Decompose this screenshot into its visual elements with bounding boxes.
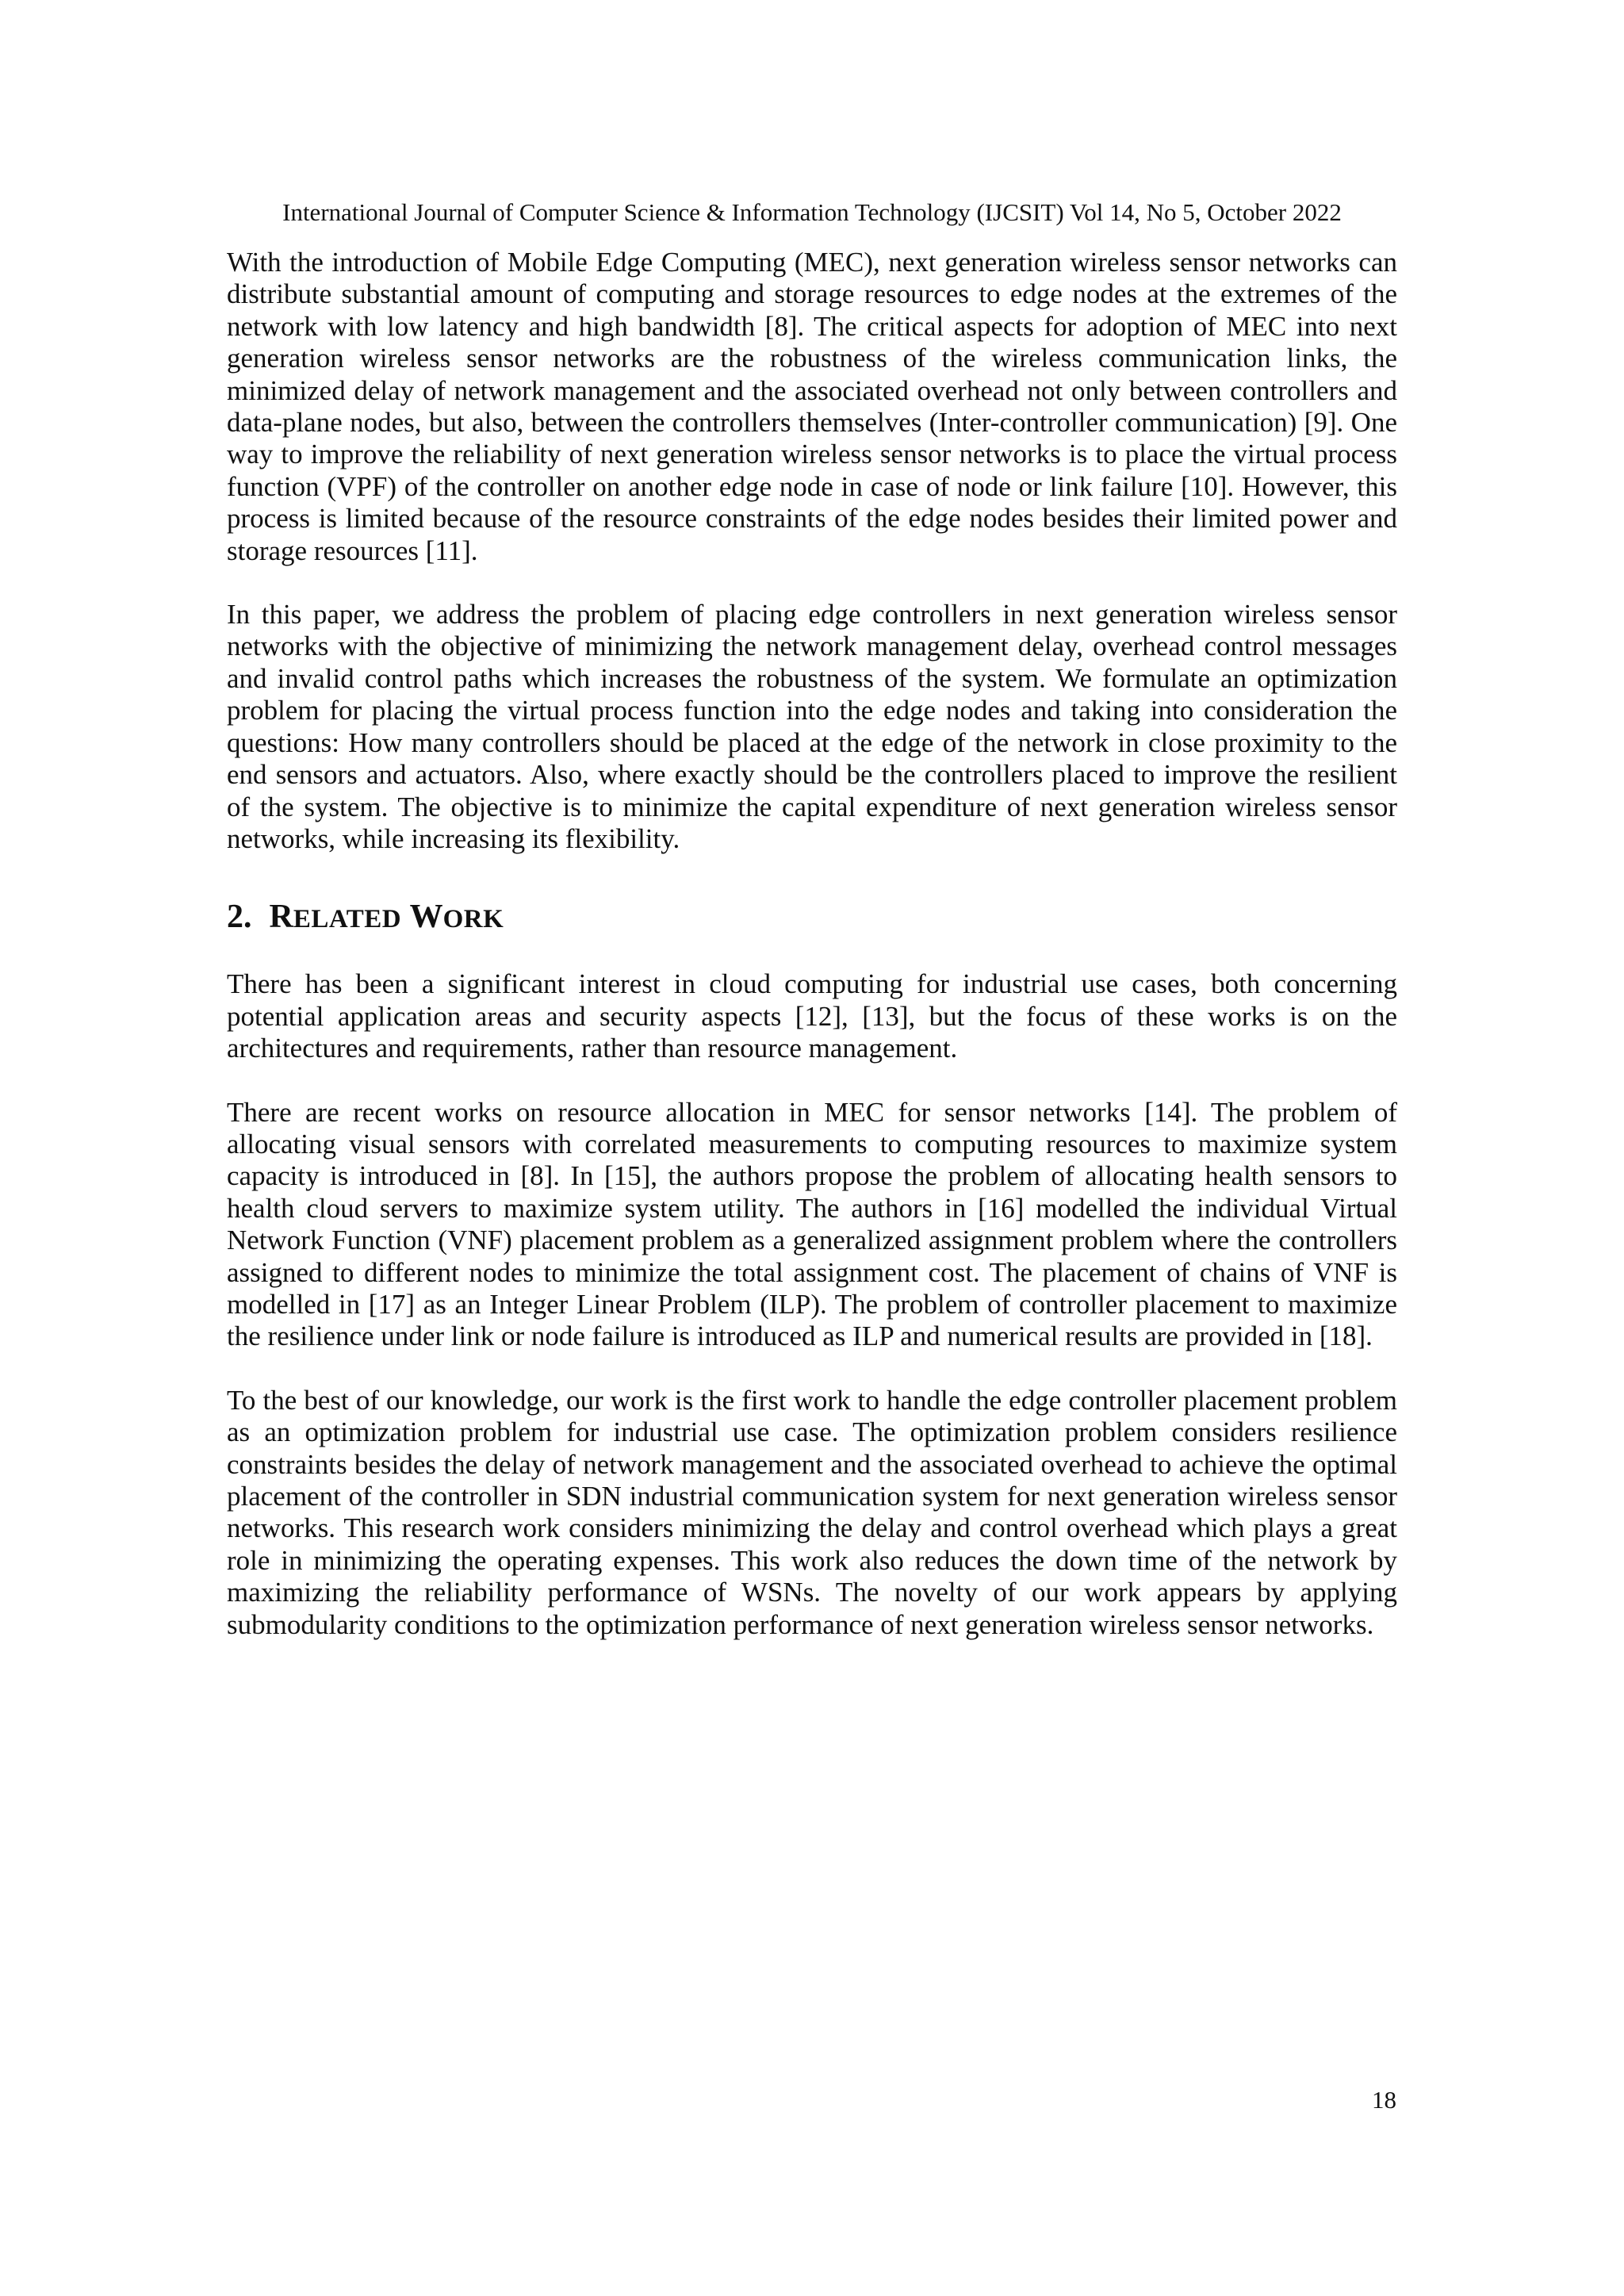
related-work-paragraph-3: To the best of our knowledge, our work is the first work to handle the edge controller placement problem as an optimization problem for industrial use case. The optimization problem considers resilience constraints besides the delay of network management and the associated overhead to achieve the optimal placement of the controller in SDN industrial communication system for next generation wireless sensor networks. This research work considers minimizing the delay and control overhead which plays a great role in minimizing the operating expenses. This work also reduces the down time of the network by maximizing the reliability performance of WSNs. The novelty of our work appears by applying submodularity conditions to the optimization performance of next generation wireless sensor networks. bbox=[227, 1384, 1397, 1640]
running-header: International Journal of Computer Science & Information Technology (IJCSIT) Vol 14, No 5, October 2022 bbox=[282, 198, 1342, 226]
related-work-paragraph-2: There are recent works on resource allocation in MEC for sensor networks [14]. The problem of allocating visual sensors with correlated measurements to computing resources to maximize system capacity is introduced in [8]. In [15], the authors propose the problem of allocating health sensors to health cloud servers to maximize system utility. The authors in [16] modelled the individual Virtual Network Function (VNF) placement problem as a generalized assignment problem where the controllers assigned to different nodes to minimize the total assignment cost. The placement of chains of VNF is modelled in [17] as an Integer Linear Problem (ILP). The problem of controller placement to maximize the resilience under link or node failure is introduced as ILP and numerical results are provided in [18]. bbox=[227, 1096, 1397, 1352]
section-title-cap-2: W bbox=[409, 899, 443, 936]
section-title-cap-1: R bbox=[269, 899, 293, 936]
page-number: 18 bbox=[1372, 2086, 1396, 2114]
intro-paragraph-1: With the introduction of Mobile Edge Computing (MEC), next generation wireless sensor networks can distribute substantial amount of computing and storage resources to edge nodes at the extremes of the network with low latency and high bandwidth [8]. The critical aspects for adoption of MEC into next generation wireless sensor networks are the robustness of the wireless communication links, the minimized delay of network management and the associated overhead not only between controllers and data-plane nodes, but also, between the controllers themselves (Inter-controller communication) [9]. One way to improve the reliability of next generation wireless sensor networks is to place the virtual process function (VPF) of the controller on another edge node in case of node or link failure [10]. However, this process is limited because of the resource constraints of the edge nodes besides their limited power and storage resources [11]. bbox=[227, 247, 1397, 566]
section-heading-related-work bbox=[227, 898, 1397, 938]
intro-paragraph-2: In this paper, we address the problem of placing edge controllers in next generation wireless sensor networks with the objective of minimizing the network management delay, overhead control messages and invalid control paths which increases the robustness of the system. We formulate an optimization problem for placing the virtual process function into the edge nodes and taking into consideration the questions: How many controllers should be placed at the edge of the network in close proximity to the end sensors and actuators. Also, where exactly should be the controllers placed to improve the resilient of the system. The objective is to minimize the capital expenditure of next generation wireless sensor networks, while increasing its flexibility. bbox=[227, 599, 1397, 854]
section-number: 2. bbox=[227, 899, 252, 936]
section-title-rest-1: ELATED bbox=[293, 905, 402, 934]
section-title-rest-2: ORK bbox=[442, 905, 504, 934]
body-text bbox=[227, 247, 1397, 1641]
related-work-paragraph-1: There has been a significant interest in cloud computing for industrial use cases, both concerning potential application areas and security aspects [12], [13], but the focus of these works is on the architectures and requirements, rather than resource management. bbox=[227, 968, 1397, 1064]
